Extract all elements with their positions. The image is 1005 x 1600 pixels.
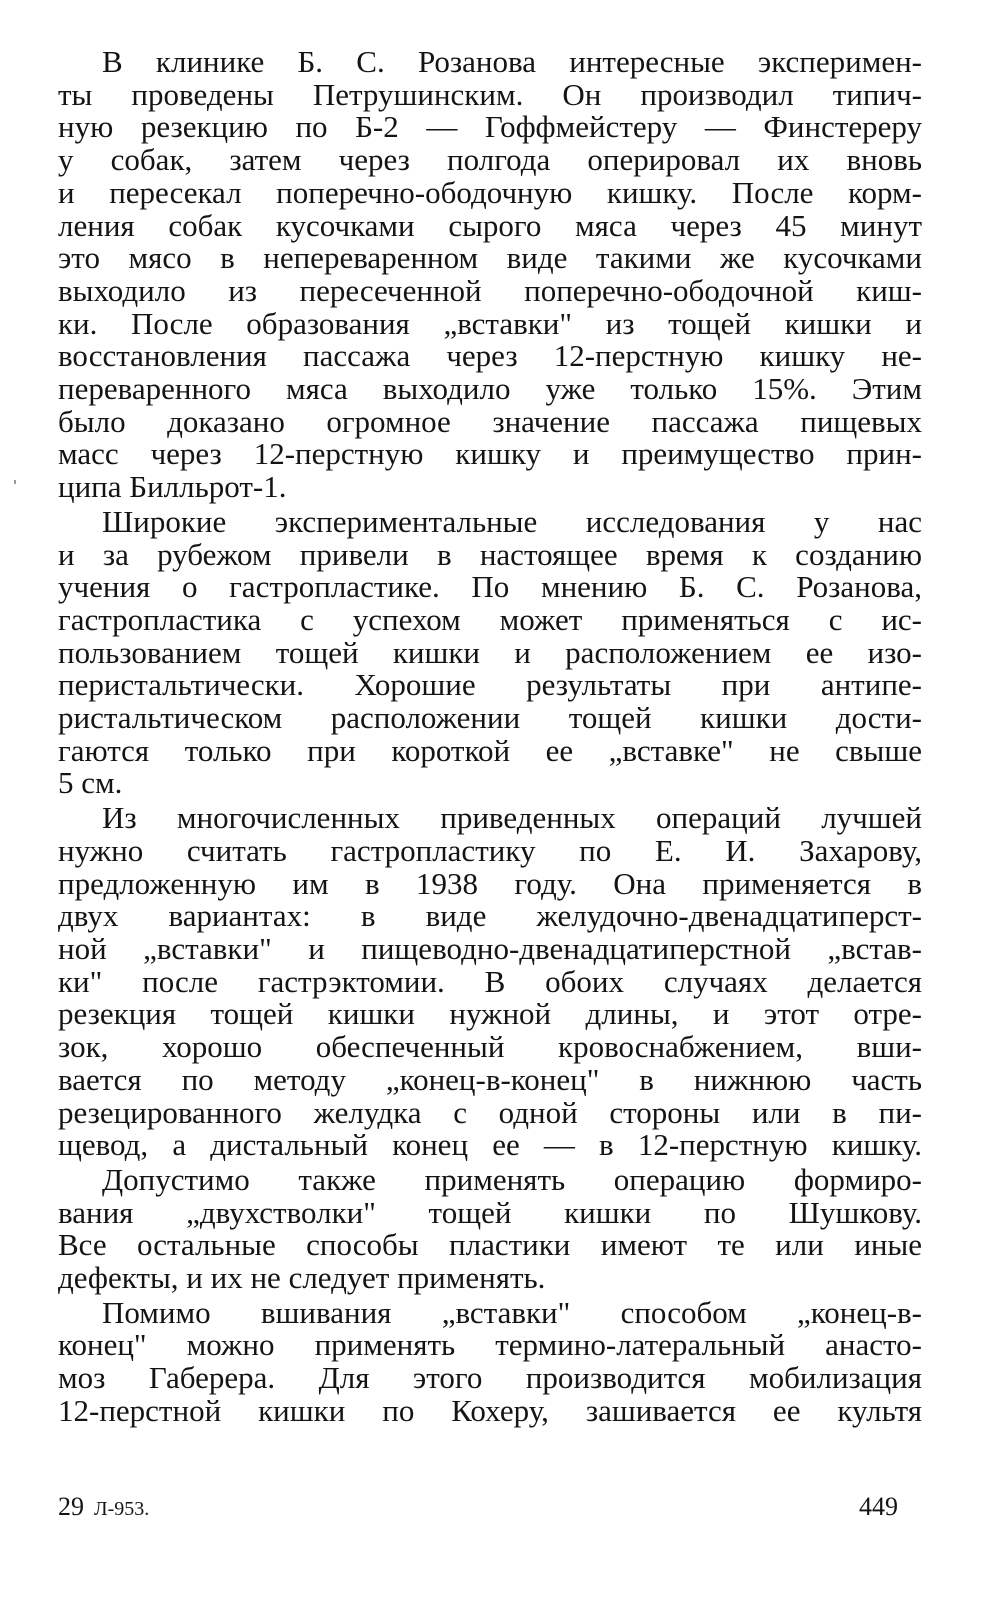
text-line: конец" можно применять термино-латеральный анасто- bbox=[58, 1327, 922, 1363]
signature-code: Л-953. bbox=[94, 1498, 150, 1520]
text-line: дефекты, и их не следует применять. bbox=[58, 1260, 546, 1296]
paragraph-1 bbox=[58, 46, 922, 504]
text-line: масс через 12-перстную кишку и преимущество прин- bbox=[58, 436, 922, 472]
text-line: нужно считать гастропластику по Е. И. Захарову, bbox=[58, 832, 922, 868]
text-line: было доказано огромное значение пассажа пищевых bbox=[58, 403, 922, 439]
text-line: ную резекцию по Б-2 — Гоффмейстеру — Финстереру bbox=[58, 109, 922, 145]
text-line: переваренного мяса выходило уже только 15%. Этим bbox=[58, 371, 922, 407]
text-line: резецированного желудка с одной стороны или в пи- bbox=[58, 1094, 922, 1130]
text-line: ристальтическом расположении тощей кишки дости- bbox=[58, 700, 922, 736]
text-line: Помимо вшивания „вставки" способом „конец-в- bbox=[102, 1294, 922, 1330]
signature-number: 29 bbox=[58, 1492, 84, 1521]
text-line: и за рубежом привели в настоящее время к созданию bbox=[58, 536, 922, 572]
text-line: и пересекал поперечно-ободочную кишку. После корм- bbox=[58, 174, 922, 210]
page-footer bbox=[58, 1492, 898, 1522]
text-line: восстановления пассажа через 12-перстную кишку не- bbox=[58, 338, 922, 374]
text-line: ления собак кусочками сырого мяса через 45 минут bbox=[58, 207, 922, 243]
text-line: пользованием тощей кишки и расположением ее изо- bbox=[58, 634, 922, 670]
page-body bbox=[58, 46, 922, 1430]
margin-speck bbox=[14, 480, 16, 484]
text-line: ной „вставки" и пищеводно-двенадцатиперстной „встав- bbox=[58, 930, 922, 966]
text-line: гастропластика с успехом может применяться с ис- bbox=[58, 601, 922, 637]
text-line: моз Габерера. Для этого производится мобилизация bbox=[58, 1360, 922, 1396]
text-line: это мясо в непереваренном виде такими же кусочками bbox=[58, 240, 922, 276]
text-line: ки. После образования „вставки" из тощей кишки и bbox=[58, 305, 922, 341]
paragraph-5 bbox=[58, 1294, 922, 1428]
text-line: ки" после гастрэктомии. В обоих случаях делается bbox=[58, 963, 922, 999]
text-line: 5 см. bbox=[58, 765, 123, 801]
text-line: вается по методу „конец-в-конец" в нижнюю часть bbox=[58, 1061, 922, 1097]
text-line: резекция тощей кишки нужной длины, и этот отре- bbox=[58, 996, 922, 1032]
text-line: ципа Билльрот-1. bbox=[58, 469, 287, 505]
text-line: 12-перстной кишки по Кохеру, зашивается ее культя bbox=[58, 1392, 922, 1428]
text-line: выходило из пересеченной поперечно-ободочной киш- bbox=[58, 272, 922, 308]
text-line: вания „двухстволки" тощей кишки по Шушкову. bbox=[58, 1194, 922, 1230]
text-line: зок, хорошо обеспеченный кровоснабжением, вши- bbox=[58, 1029, 922, 1065]
text-line: предложенную им в 1938 году. Она применяется в bbox=[58, 865, 922, 901]
signature-mark bbox=[58, 1492, 149, 1522]
text-line: двух вариантах: в виде желудочно-двенадцатиперст- bbox=[58, 898, 922, 934]
page-number: 449 bbox=[859, 1492, 898, 1521]
text-line: щевод, а дистальный конец ее — в 12-перстную кишку. bbox=[58, 1127, 922, 1163]
text-line: учения о гастропластике. По мнению Б. С. Розанова, bbox=[58, 569, 922, 605]
paragraph-4 bbox=[58, 1161, 922, 1296]
paragraph-3 bbox=[58, 802, 922, 1162]
text-line: В клинике Б. С. Розанова интересные эксперимен- bbox=[102, 44, 922, 79]
text-line: Допустимо также применять операцию формиро- bbox=[102, 1161, 922, 1197]
text-line: Из многочисленных приведенных операций лучшей bbox=[102, 800, 922, 836]
text-line: ты проведены Петрушинским. Он производил типич- bbox=[58, 76, 922, 112]
text-line: Все остальные способы пластики имеют те или иные bbox=[58, 1227, 922, 1263]
text-line: гаются только при короткой ее „вставке" не свыше bbox=[58, 732, 922, 768]
text-line: Широкие экспериментальные исследования у нас bbox=[102, 503, 922, 539]
paragraph-2 bbox=[58, 503, 922, 801]
text-line: у собак, затем через полгода оперировал их вновь bbox=[58, 142, 922, 178]
text-line: перистальтически. Хорошие результаты при антипе- bbox=[58, 667, 922, 703]
